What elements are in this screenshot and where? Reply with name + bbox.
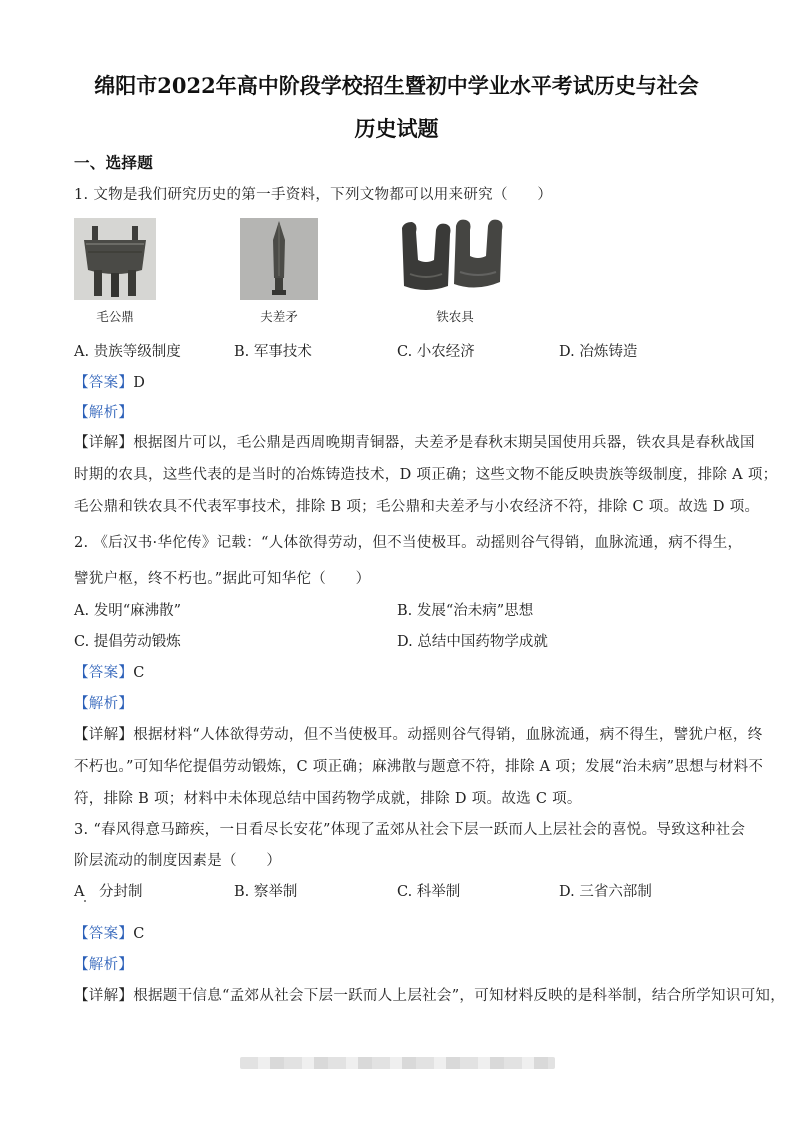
q2-analysis [74, 692, 133, 713]
q2-stem-line-2: 譬犹户枢，终不朽也。”据此可知华佗（ ） [74, 571, 371, 587]
q2-detail-line-2: 不朽也。”可知华佗提倡劳动锻炼，C 项正确；麻沸散与题意不符，排除 A 项；发展“治未病”思想与材料不 [74, 759, 764, 775]
bronze-spear-photo [240, 218, 318, 300]
section-heading: 一、选择题 [74, 153, 154, 172]
q2-option-b: B. 发展“治未病”思想 [397, 603, 534, 619]
q3-option-a: A 分封制 [74, 884, 143, 900]
detail-tag: 【详解】 [74, 988, 134, 1004]
ding-bronze-vessel-photo [74, 218, 156, 300]
q1-option-a: A. 贵族等级制度 [74, 344, 181, 360]
q1-answer [74, 371, 145, 392]
q3-option-d: D. 三省六部制 [559, 884, 652, 900]
q1-caption-1: 毛公鼎 [96, 309, 134, 324]
q1-caption-2: 夫差矛 [260, 309, 298, 324]
iron-farm-tools-photo [396, 214, 514, 302]
q1-caption-3: 铁农具 [436, 309, 474, 324]
detail-tag: 【详解】 [74, 435, 134, 451]
stray-mark [84, 900, 86, 902]
q1-option-b: B. 军事技术 [234, 344, 312, 360]
q2-detail-line-1: 【详解】根据材料“人体欲得劳动，但不当使极耳。动摇则谷气得销，血脉流通，病不得生，譬犹户枢，终 [74, 727, 763, 743]
answer-value: D [133, 375, 146, 391]
answer-tag: 【答案】 [74, 926, 134, 942]
analysis-tag: 【解析】 [74, 405, 134, 421]
q3-stem-line-2: 阶层流动的制度因素是（ ） [74, 853, 282, 869]
q3-stem-line-1: 3. “春风得意马蹄疾，一日看尽长安花”体现了孟郊从社会下层一跃而人上层社会的喜悦。导致这种社会 [74, 822, 746, 838]
q1-stem: 1. 文物是我们研究历史的第一手资料，下列文物都可以用来研究（ ） [74, 187, 553, 203]
answer-tag: 【答案】 [74, 665, 134, 681]
answer-value: C [133, 665, 145, 681]
answer-value: C [133, 926, 145, 942]
exam-subtitle: 历史试题 [354, 116, 439, 141]
exam-title: 绵阳市2022年高中阶段学校招生暨初中学业水平考试历史与社会 [94, 73, 699, 98]
q3-option-b: B. 察举制 [234, 884, 298, 900]
q3-option-c: C. 科举制 [397, 884, 461, 900]
q2-answer [74, 661, 145, 682]
analysis-tag: 【解析】 [74, 957, 134, 973]
q3-detail-line-1: 【详解】根据题干信息“孟郊从社会下层一跃而人上层社会”，可知材料反映的是科举制，结合所学知识可知， [74, 988, 786, 1004]
detail-tag: 【详解】 [74, 727, 134, 743]
q2-option-a: A. 发明“麻沸散” [74, 603, 182, 619]
q1-analysis [74, 401, 133, 422]
q2-detail-line-3: 符，排除 B 项；材料中未体现总结中国药物学成就，排除 D 项。故选 C 项。 [74, 791, 582, 807]
q1-detail-line-2: 时期的农具，这些代表的是当时的冶炼铸造技术，D 项正确；这些文物不能反映贵族等级制度，排除 A 项； [74, 467, 778, 483]
q2-option-d: D. 总结中国药物学成就 [397, 634, 548, 650]
q1-detail-line-1: 【详解】根据图片可以，毛公鼎是西周晚期青铜器，夫差矛是春秋末期吴国使用兵器，铁农具是春秋战国 [74, 435, 755, 451]
analysis-tag: 【解析】 [74, 696, 134, 712]
q3-analysis [74, 953, 133, 974]
q3-answer [74, 922, 145, 943]
blurred-footer-watermark [240, 1057, 555, 1069]
answer-tag: 【答案】 [74, 375, 134, 391]
q1-option-c: C. 小农经济 [397, 344, 475, 360]
q1-option-d: D. 冶炼铸造 [559, 344, 638, 360]
q2-option-c: C. 提倡劳动锻炼 [74, 634, 181, 650]
q2-stem-line-1: 2. 《后汉书·华佗传》记载：“人体欲得劳动，但不当使极耳。动摇则谷气得销，血脉流通，病不得生， [74, 535, 743, 551]
q1-detail-line-3: 毛公鼎和铁农具不代表军事技术，排除 B 项；毛公鼎和夫差矛与小农经济不符，排除 C 项。故选 D 项。 [74, 499, 760, 515]
